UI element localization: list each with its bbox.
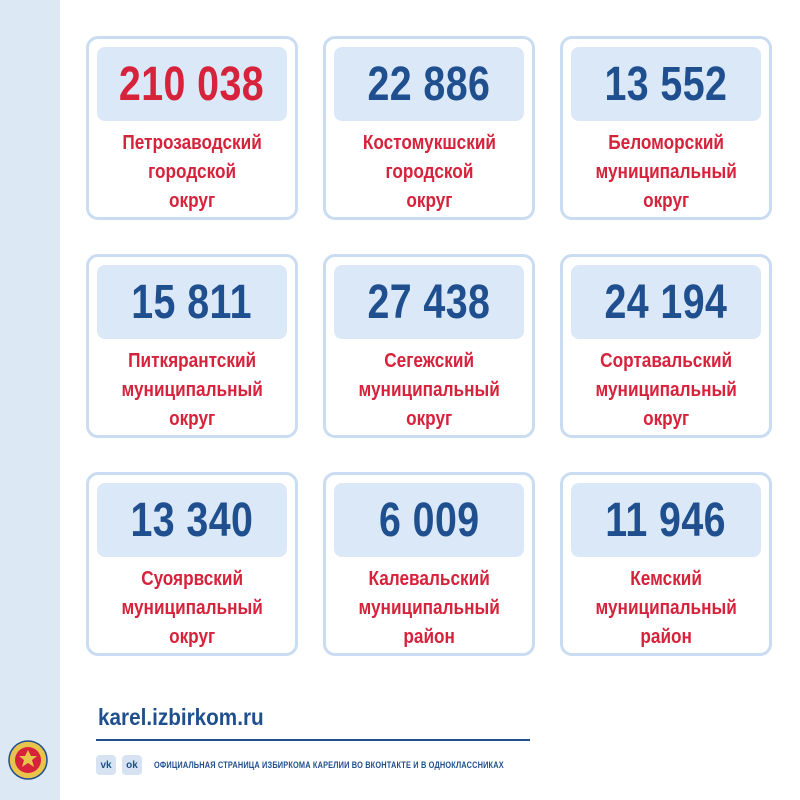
district-name: Сегежский муниципальный округ [358, 350, 500, 430]
voter-count: 13 340 [130, 493, 254, 547]
district-name: Беломорский муниципальный округ [595, 132, 737, 212]
left-side-strip [0, 0, 60, 800]
voter-count: 13 552 [604, 57, 728, 111]
value-box [571, 47, 761, 121]
district-card [323, 36, 535, 220]
district-card [86, 254, 298, 438]
value-box [571, 483, 761, 557]
value-box [571, 265, 761, 339]
social-caption: ОФИЦИАЛЬНАЯ СТРАНИЦА ИЗБИРКОМА КАРЕЛИИ ВО ВКОНТАКТЕ И В ОДНОКЛАССНИКАХ [154, 760, 504, 770]
odnoklassniki-icon[interactable]: ok [122, 755, 142, 775]
district-name: Петрозаводский городской округ [122, 132, 262, 212]
value-box [334, 47, 524, 121]
district-card [323, 254, 535, 438]
district-card [323, 472, 535, 656]
district-card [86, 472, 298, 656]
district-name: Питкярантский муниципальный округ [121, 350, 263, 430]
district-name: Калевальский муниципальный район [358, 568, 500, 648]
voter-count: 210 038 [119, 57, 265, 111]
voter-count: 6 009 [378, 493, 480, 547]
district-cards-grid [86, 36, 772, 656]
vk-icon[interactable]: vk [96, 755, 116, 775]
coat-of-arms-emblem-icon [8, 740, 48, 780]
voter-count: 11 946 [605, 493, 727, 547]
district-card [560, 254, 772, 438]
voter-count: 15 811 [131, 275, 253, 329]
social-links [96, 754, 581, 776]
footer-divider [96, 739, 530, 741]
district-card [560, 472, 772, 656]
voter-count: 27 438 [367, 275, 491, 329]
district-name: Кемский муниципальный район [595, 568, 737, 648]
voter-count: 24 194 [604, 275, 728, 329]
value-box [97, 483, 287, 557]
district-name: Костомукшский городской округ [362, 132, 496, 212]
website-link[interactable]: karel.izbirkom.ru [98, 704, 264, 730]
voter-count: 22 886 [367, 57, 491, 111]
district-card [560, 36, 772, 220]
value-box [334, 483, 524, 557]
value-box [334, 265, 524, 339]
district-name: Суоярвский муниципальный округ [121, 568, 263, 648]
district-card [86, 36, 298, 220]
value-box [97, 47, 287, 121]
district-name: Сортавальский муниципальный округ [595, 350, 737, 430]
value-box [97, 265, 287, 339]
